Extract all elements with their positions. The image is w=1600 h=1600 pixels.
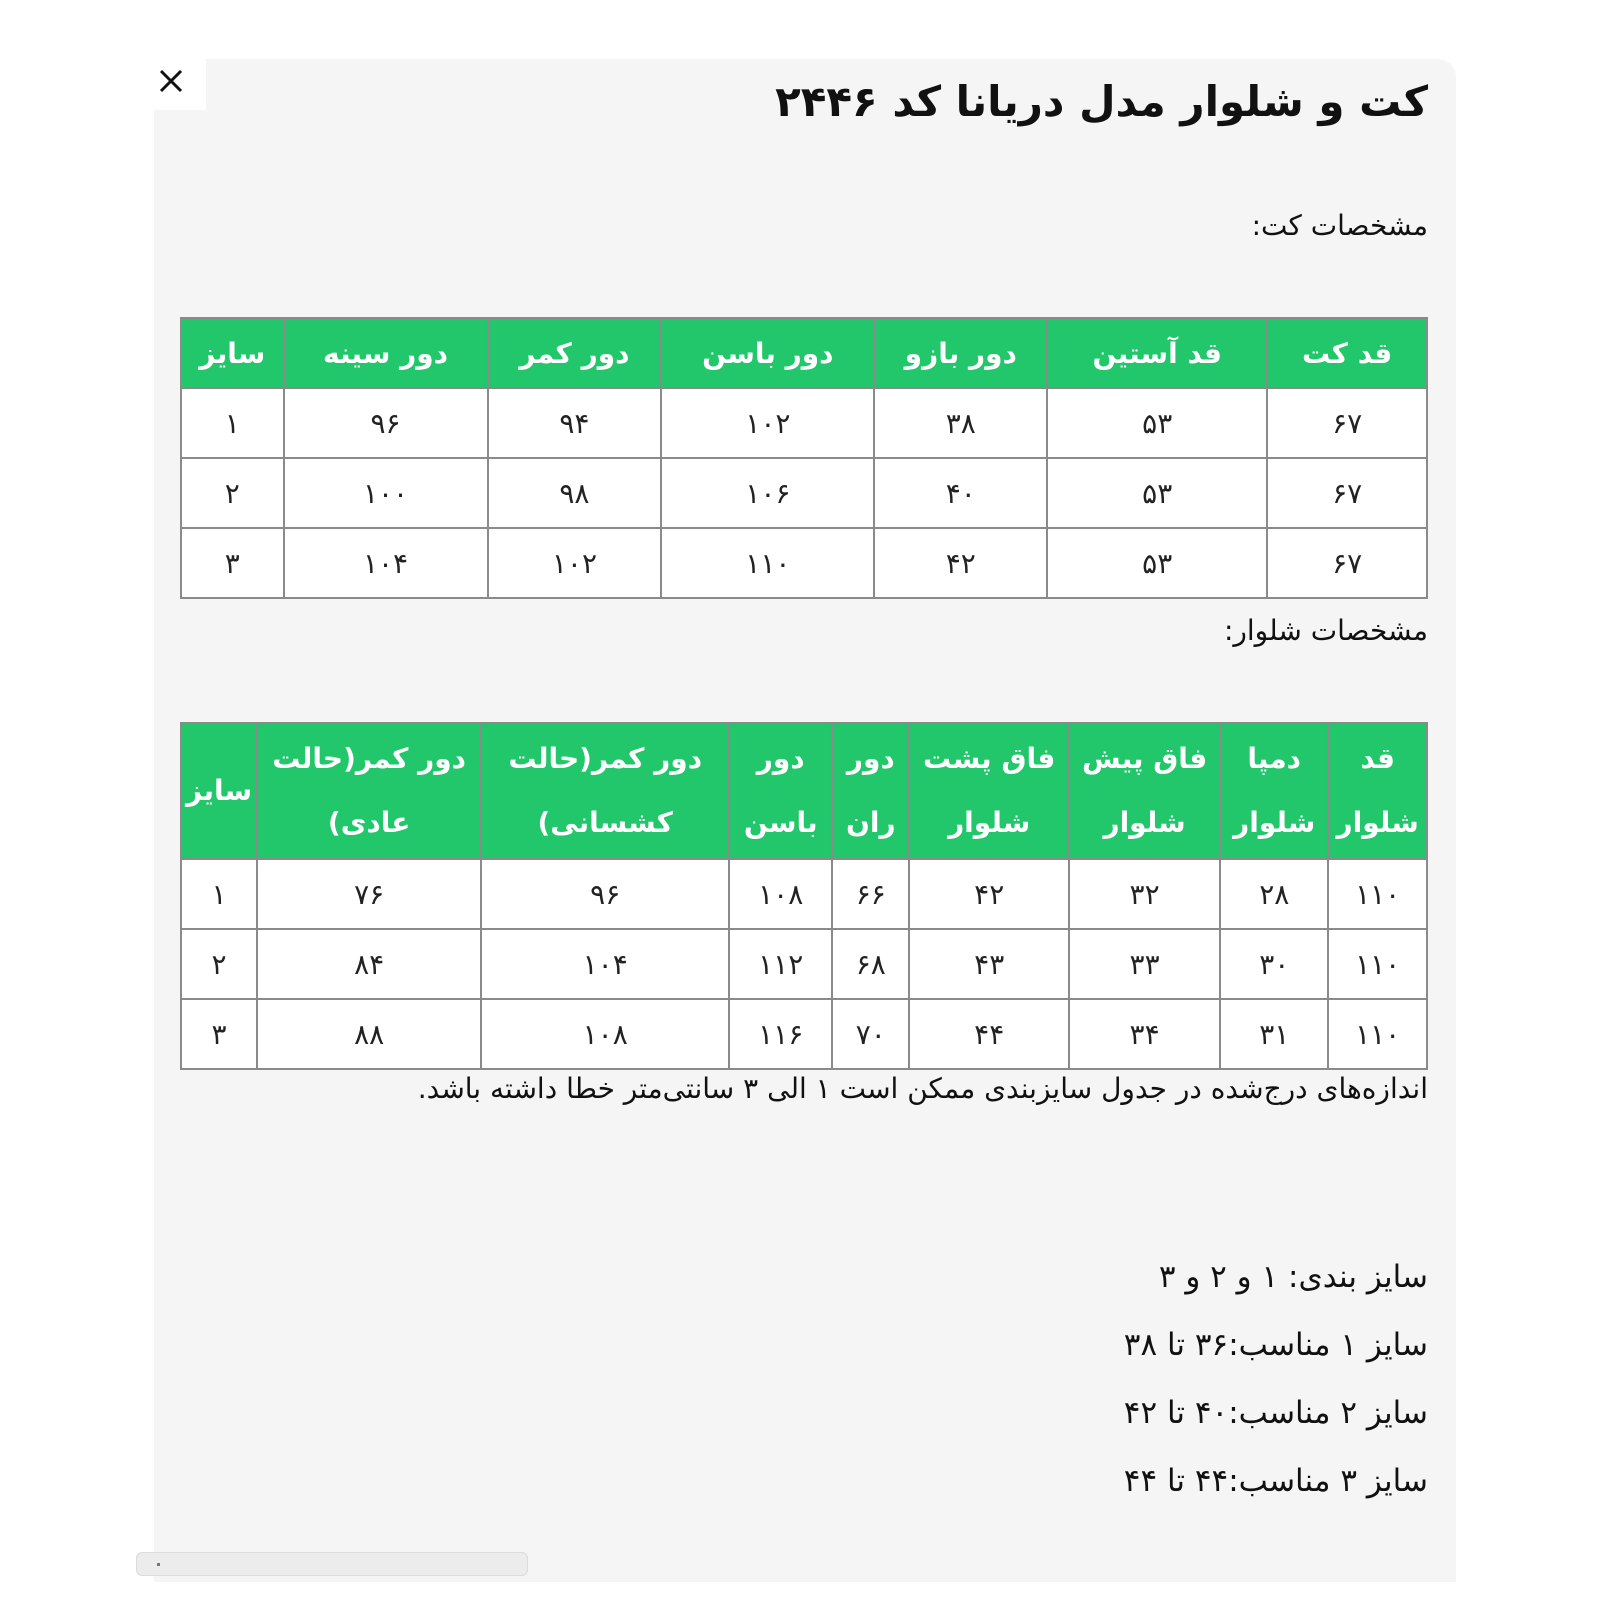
sizing-options: سایز بندی: ۱ و ۲ و ۳ <box>1158 1259 1428 1295</box>
header-thigh-circumference: دور ران <box>832 723 909 859</box>
table-cell: ۱۰۸ <box>729 859 832 929</box>
header-jacket-length: قد کت <box>1267 318 1427 388</box>
header-waist-elastic: دور کمر(حالت کشسانی) <box>481 723 729 859</box>
table-cell: ۴۲ <box>874 528 1047 598</box>
table-cell: ۱۱۰ <box>1328 999 1427 1069</box>
table-cell: ۱۰۸ <box>481 999 729 1069</box>
table-cell: ۹۶ <box>284 388 488 458</box>
size-2-fit: سایز ۲ مناسب:۴۰ تا ۴۲ <box>1123 1395 1428 1431</box>
table-cell: ۶۷ <box>1267 388 1427 458</box>
table-cell: ۴۰ <box>874 458 1047 528</box>
header-hem-width: دمپا شلوار <box>1220 723 1328 859</box>
header-back-rise: فاق پشت شلوار <box>909 723 1069 859</box>
table-row <box>181 859 1427 929</box>
header-size: سایز <box>181 723 257 859</box>
table-row <box>181 528 1427 598</box>
table-cell: ۹۴ <box>488 388 662 458</box>
header-arm-circumference: دور بازو <box>874 318 1047 388</box>
product-title: کت و شلوار مدل دریانا کد ۲۴۴۶ <box>775 77 1428 126</box>
table-cell: ۳ <box>181 999 257 1069</box>
table-cell: ۱۰۶ <box>661 458 874 528</box>
table-cell: ۳۱ <box>1220 999 1328 1069</box>
table-cell: ۸۴ <box>257 929 481 999</box>
table-cell: ۶۸ <box>832 929 909 999</box>
header-chest-circumference: دور سینه <box>284 318 488 388</box>
table-cell: ۳۲ <box>1069 859 1220 929</box>
table-cell: ۵۳ <box>1047 458 1267 528</box>
table-cell: ۷۶ <box>257 859 481 929</box>
table-cell: ۳۰ <box>1220 929 1328 999</box>
table-cell: ۳۸ <box>874 388 1047 458</box>
table-row <box>181 388 1427 458</box>
header-hip-circumference: دور باسن <box>729 723 832 859</box>
table-cell: ۶۶ <box>832 859 909 929</box>
table-cell: ۹۸ <box>488 458 662 528</box>
table-cell: ۱۱۰ <box>661 528 874 598</box>
table-cell: ۳۳ <box>1069 929 1220 999</box>
table-cell: ۱۰۴ <box>284 528 488 598</box>
table-cell: ۴۲ <box>909 859 1069 929</box>
header-waist-normal: دور کمر(حالت عادی) <box>257 723 481 859</box>
table-cell: ۱ <box>181 859 257 929</box>
table-header-row <box>181 318 1427 388</box>
table-cell: ۳۴ <box>1069 999 1220 1069</box>
table-cell: ۱۰۲ <box>661 388 874 458</box>
table-cell: ۴۳ <box>909 929 1069 999</box>
table-cell: ۱ <box>181 388 284 458</box>
table-row <box>181 999 1427 1069</box>
size-1-fit: سایز ۱ مناسب:۳۶ تا ۳۸ <box>1123 1327 1428 1363</box>
scrollbar-thumb[interactable] <box>157 1563 160 1566</box>
table-cell: ۱۱۶ <box>729 999 832 1069</box>
table-cell: ۱۰۲ <box>488 528 662 598</box>
table-header-row <box>181 723 1427 859</box>
table-cell: ۲ <box>181 929 257 999</box>
table-row <box>181 929 1427 999</box>
table-cell: ۷۰ <box>832 999 909 1069</box>
table-cell: ۹۶ <box>481 859 729 929</box>
jacket-specs-label: مشخصات کت: <box>1251 209 1428 242</box>
header-front-rise: فاق پیش شلوار <box>1069 723 1220 859</box>
horizontal-scrollbar[interactable] <box>136 1552 528 1576</box>
header-waist-circumference: دور کمر <box>488 318 662 388</box>
pants-size-table <box>180 722 1428 1070</box>
jacket-size-table <box>180 317 1428 599</box>
table-cell: ۳ <box>181 528 284 598</box>
table-cell: ۲۸ <box>1220 859 1328 929</box>
table-cell: ۶۷ <box>1267 458 1427 528</box>
close-icon <box>157 67 185 95</box>
table-cell: ۵۳ <box>1047 528 1267 598</box>
measurement-note: اندازه‌های درج‌شده در جدول سایزبندی ممکن است ۱ الی ۳ سانتی‌متر خطا داشته باشد. <box>417 1072 1428 1105</box>
table-cell: ۱۱۲ <box>729 929 832 999</box>
table-cell: ۵۳ <box>1047 388 1267 458</box>
header-size: سایز <box>181 318 284 388</box>
header-sleeve-length: قد آستین <box>1047 318 1267 388</box>
header-pants-length: قد شلوار <box>1328 723 1427 859</box>
table-cell: ۱۰۰ <box>284 458 488 528</box>
header-hip-circumference: دور باسن <box>661 318 874 388</box>
table-cell: ۱۰۴ <box>481 929 729 999</box>
table-row <box>181 458 1427 528</box>
table-cell: ۶۷ <box>1267 528 1427 598</box>
table-cell: ۱۱۰ <box>1328 859 1427 929</box>
pants-specs-label: مشخصات شلوار: <box>1223 614 1428 647</box>
close-button[interactable] <box>136 52 206 110</box>
table-cell: ۸۸ <box>257 999 481 1069</box>
table-cell: ۲ <box>181 458 284 528</box>
table-cell: ۴۴ <box>909 999 1069 1069</box>
table-cell: ۱۱۰ <box>1328 929 1427 999</box>
size-3-fit: سایز ۳ مناسب:۴۴ تا ۴۴ <box>1123 1463 1428 1499</box>
